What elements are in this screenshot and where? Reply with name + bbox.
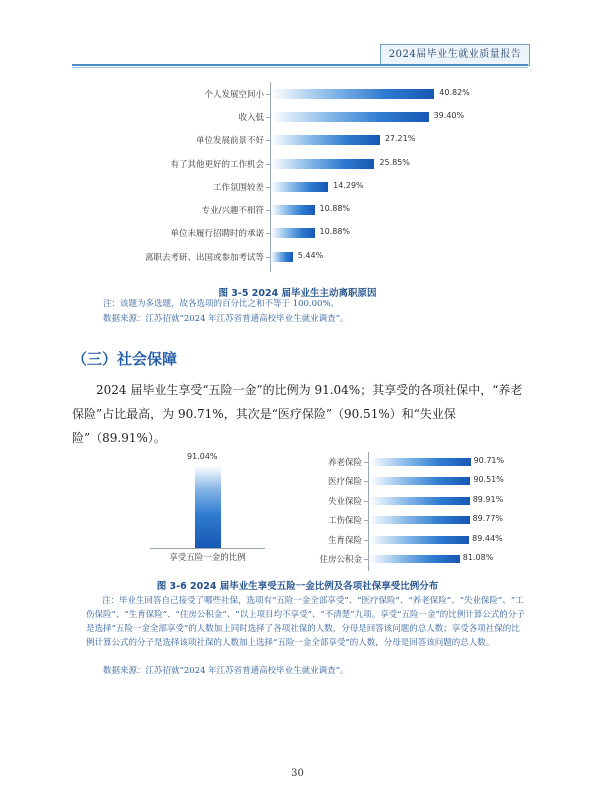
report-header-title: 2024届毕业生就业质量报告 xyxy=(380,44,530,66)
chart1-bar xyxy=(271,182,328,192)
chart1-bar xyxy=(271,89,434,99)
chart1-value-label: 5.44% xyxy=(297,250,324,260)
chart1-tick xyxy=(266,94,270,95)
chart2b-value-label: 89.91% xyxy=(472,494,504,504)
chart1-axis xyxy=(270,82,271,272)
chart1-tick xyxy=(266,164,270,165)
chart1-source: 数据来源：江苏招就“2024 年江苏省普通高校毕业生就业调查”。 xyxy=(103,314,349,324)
chart1-tick xyxy=(266,117,270,118)
chart1-value-label: 10.88% xyxy=(319,204,351,214)
chart1-value-label: 25.85% xyxy=(379,157,410,167)
chart2b-value-label: 89.44% xyxy=(472,533,503,543)
chart2b-tick xyxy=(364,520,368,521)
chart2a-category-label: 享受五险一金的比例 xyxy=(169,553,246,563)
chart1-tick xyxy=(266,210,270,211)
chart1-note: 注：该题为多选题，故各选项的百分比之和不等于 100.00%。 xyxy=(103,299,340,309)
chart1-category-label: 有了其他更好的工作机会 xyxy=(170,159,264,170)
chart1-bar xyxy=(271,252,293,262)
chart1-bar xyxy=(271,159,374,169)
chart1-tick xyxy=(266,233,270,234)
chart2a-bar xyxy=(195,466,221,548)
chart1-tick xyxy=(266,257,270,258)
chart2b-category-label: 医疗保险 xyxy=(327,477,362,488)
chart1-value-label: 14.29% xyxy=(333,180,364,190)
chart2-caption: 图 3-6 2024 届毕业生享受五险一金比例及各项社保享受比例分布 xyxy=(156,581,439,592)
chart1-category-label: 单位未履行招聘时的承诺 xyxy=(170,229,264,240)
chart1-value-label: 27.21% xyxy=(384,134,416,144)
chart1-tick xyxy=(266,187,270,188)
chart2b-bar xyxy=(369,536,469,544)
chart1-category-label: 专业/兴趣不相符 xyxy=(201,206,264,217)
chart2b-category-label: 住房公积金 xyxy=(319,555,362,566)
chart2b-axis xyxy=(368,452,369,571)
chart2a-value-label: 91.04% xyxy=(187,452,218,462)
header-divider-secondary xyxy=(72,67,528,68)
chart2b-category-label: 生育保险 xyxy=(327,535,362,546)
chart1-category-label: 工作氛围较差 xyxy=(212,182,264,193)
chart2b-category-label: 养老保险 xyxy=(327,457,362,468)
chart1-bar xyxy=(271,112,429,122)
chart2-source: 数据来源：江苏招就“2024 年江苏省普通高校毕业生就业调查”。 xyxy=(103,666,349,676)
chart2b-tick xyxy=(364,462,368,463)
chart2b-value-label: 81.08% xyxy=(462,553,494,563)
chart2b-category-label: 失业保险 xyxy=(327,496,362,507)
chart2b-bar xyxy=(369,516,470,524)
chart1-value-label: 40.82% xyxy=(439,87,470,97)
chart1-bar xyxy=(271,135,380,145)
chart2b-bar xyxy=(369,477,470,485)
chart1-tick xyxy=(266,140,270,141)
chart2b-tick xyxy=(364,540,368,541)
chart2b-tick xyxy=(364,481,368,482)
chart2b-tick xyxy=(364,501,368,502)
chart2-note: 注：毕业生回答自己接受了哪些社保，选项有“五险一金全部享受”、“医疗保险”、“养老保险”、“失业保险”、“工伤保险”、“生育保险”、“住房公积金”、“以上项目均不享受”、“不清楚”九项。享受“五险一金”的比例计算公式的分子是选择“五险一金全部享受”的人数加上同时选择了各项社保的人数，分母是回答该问题的总人数；享受各项社保的比例计算公式的分子是选择该项社保的人数加上选择“五险一金全部享受”的人数，分母是回答该问题的总人数。 xyxy=(86,596,525,648)
chart2b-bar xyxy=(369,458,471,466)
chart1-value-label: 39.40% xyxy=(433,110,465,120)
chart2b-tick xyxy=(364,559,368,560)
chart1-bar xyxy=(271,228,315,238)
chart2a-baseline xyxy=(150,548,265,549)
chart2b-value-label: 89.77% xyxy=(472,514,504,524)
chart2b-bar xyxy=(369,555,460,563)
chart1-bar xyxy=(271,205,315,215)
chart1-caption: 图 3-5 2024 届毕业生主动离职原因 xyxy=(218,288,377,299)
chart2b-value-label: 90.51% xyxy=(473,475,504,485)
chart1-category-label: 收入低 xyxy=(238,112,264,123)
header-divider xyxy=(72,64,528,66)
chart1-category-label: 离职去考研、出国或参加考试等 xyxy=(144,252,264,263)
chart2b-category-label: 工伤保险 xyxy=(327,516,362,527)
section-title: （三）社会保障 xyxy=(72,350,178,368)
body-paragraph: 2024 届毕业生享受“五险一金”的比例为 91.04%；其享受的各项社保中，“养老保险”占比最高，为 90.71%，其次是“医疗保险”（90.51%）和“失业保险”（89.91%）。 xyxy=(72,383,523,445)
chart1-category-label: 单位发展前景不好 xyxy=(195,136,264,147)
chart1-value-label: 10.88% xyxy=(319,227,351,237)
chart2b-bar xyxy=(369,497,470,505)
chart1-category-label: 个人发展空间小 xyxy=(204,89,264,100)
page-number: 30 xyxy=(291,768,304,779)
chart2b-value-label: 90.71% xyxy=(473,455,505,465)
